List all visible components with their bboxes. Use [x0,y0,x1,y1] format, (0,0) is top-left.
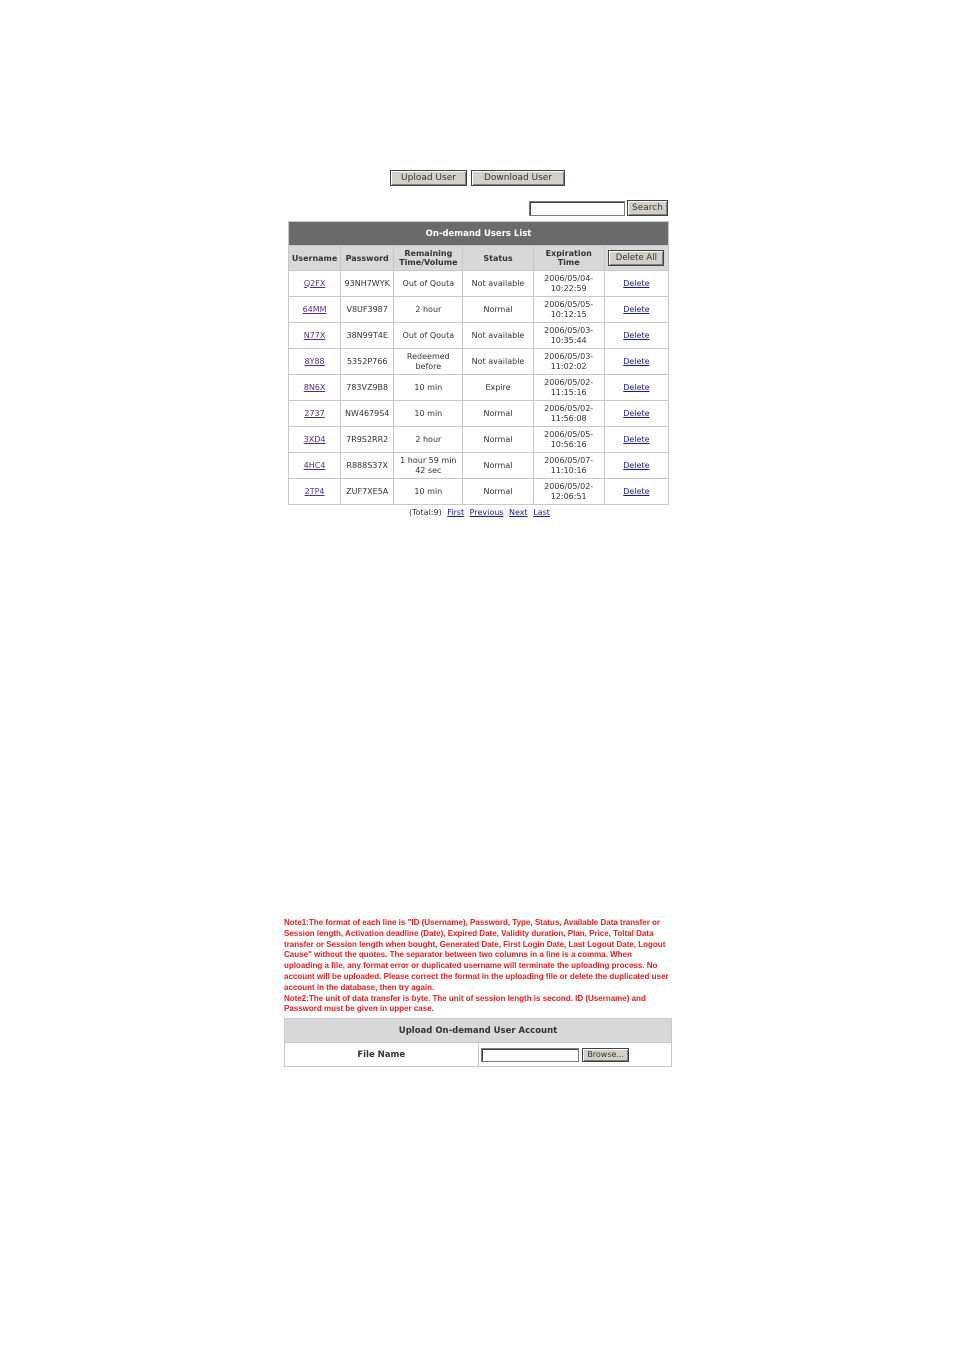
password-cell-td [341,427,394,453]
username-td [289,479,341,505]
expiration-cell: 2006/05/02-11:56:08 [544,403,594,423]
remaining-cell: Out of Qouta [402,330,455,340]
status-cell: Normal [483,408,513,418]
expiration-cell-td [533,349,604,375]
upload-user-button[interactable]: Upload User [390,170,467,186]
delete-link[interactable]: Delete [623,330,650,340]
username-td [289,401,341,427]
status-cell-td [463,323,533,349]
delete-link[interactable]: Delete [623,486,650,496]
password-cell: 783VZ9B8 [346,382,389,392]
username-td [289,349,341,375]
username-td [289,323,341,349]
table-row [289,427,669,453]
delete-link[interactable]: Delete [623,408,650,418]
status-cell: Normal [483,486,513,496]
password-cell-td [341,401,394,427]
password-cell: 93NH7WYK [344,278,390,288]
users-table [288,221,669,505]
remaining-cell-td [394,297,463,323]
remaining-cell: 2 hour [415,304,442,314]
expiration-cell-td [533,427,604,453]
file-name-input[interactable] [481,1048,579,1062]
table-row [289,297,669,323]
username-link[interactable]: 8N6X [303,382,326,392]
expiration-cell-td [533,453,604,479]
remaining-cell-td [394,479,463,505]
column-header-username: Username [289,246,341,271]
expiration-cell-td [533,401,604,427]
previous-page-link[interactable]: Previous [469,508,504,517]
expiration-cell-td [533,297,604,323]
upload-notes [284,918,672,1015]
expiration-cell-td [533,375,604,401]
search-button[interactable]: Search [627,200,668,216]
status-cell-td [463,297,533,323]
username-link[interactable]: N77X [303,330,326,340]
remaining-cell-td [394,453,463,479]
expiration-cell: 2006/05/03-10:35:44 [544,325,594,345]
status-cell-td [463,375,533,401]
remaining-cell: 10 min [414,408,443,418]
delete-td [604,349,668,375]
expiration-cell: 2006/05/02-12:06:51 [544,481,594,501]
password-cell: NW4679S4 [344,408,390,418]
status-cell-td [463,401,533,427]
expiration-cell: 2006/05/05-10:56:16 [544,429,594,449]
username-link[interactable]: 2TP4 [304,486,325,496]
password-cell-td [341,453,394,479]
total-count: (Total:9) [409,508,442,517]
delete-link[interactable]: Delete [623,304,650,314]
note-1: Note1:The format of each line is "ID (Username), Password, Type, Status, Available Data transfer or Session length, Activation deadline (Date), Expired Date, Validity duration, Plan, Price, Toltal Data transfer or Session length when bought, Generated Date, First Login Date, Last Logout Date, Logout Cause" without the quotes. The separator between two columns in a line is a comma. When uploading a file, any format error or duplicated username will terminate the uploading process. No account will be uploaded. Please correct the format in the uploading file or delete the duplicated user account in the database, then try again. [284,918,669,992]
password-cell: 7R9S2RR2 [346,434,389,444]
column-header-expiration: Expiration Time [533,246,604,271]
expiration-cell: 2006/05/05-10:12:15 [544,299,594,319]
expiration-cell-td [533,271,604,297]
table-title: On-demand Users List [289,222,669,246]
username-link[interactable]: 4HC4 [303,460,326,470]
remaining-cell: 2 hour [415,434,442,444]
delete-td [604,453,668,479]
delete-link[interactable]: Delete [623,434,650,444]
password-cell-td [341,323,394,349]
download-user-button[interactable]: Download User [471,170,565,186]
expiration-cell: 2006/05/02-11:15:16 [544,377,594,397]
password-cell-td [341,479,394,505]
table-row [289,375,669,401]
column-header-action [604,246,668,271]
username-td [289,297,341,323]
expiration-cell-td [533,479,604,505]
search-input[interactable] [529,201,625,216]
table-row [289,323,669,349]
username-link[interactable]: Q2FX [303,278,326,288]
remaining-cell-td [394,271,463,297]
password-cell-td [341,271,394,297]
table-row [289,271,669,297]
note-2: Note2:The unit of data transfer is byte. The unit of session length is second. ID (Username) and Password must be given in upper case. [284,993,646,1014]
delete-td [604,323,668,349]
column-header-status: Status [463,246,533,271]
column-header-password: Password [341,246,394,271]
expiration-cell: 2006/05/07-11:10:16 [544,455,594,475]
delete-td [604,479,668,505]
status-cell-td [463,271,533,297]
upload-form-title: Upload On-demand User Account [285,1019,672,1043]
password-cell: 5352P766 [346,356,388,366]
username-td [289,271,341,297]
first-page-link[interactable]: First [447,508,465,517]
table-row [289,453,669,479]
status-cell: Normal [483,434,513,444]
table-row [289,349,669,375]
username-link[interactable]: 8Y88 [304,356,325,366]
remaining-cell-td [394,427,463,453]
remaining-cell: 10 min [414,486,443,496]
password-cell-td [341,349,394,375]
remaining-cell-td [394,349,463,375]
table-row [289,479,669,505]
remaining-cell: 1 hour 59 min 42 sec [400,455,457,475]
status-cell: Normal [483,304,513,314]
password-cell: V8UF3987 [346,304,388,314]
upload-form [284,1018,672,1067]
username-td [289,453,341,479]
username-link[interactable]: 2737 [304,408,325,418]
delete-td [604,297,668,323]
status-cell: Not available [471,356,525,366]
pagination [409,508,550,517]
password-cell-td [341,297,394,323]
status-cell: Expire [485,382,511,392]
password-cell: ZUF7XE5A [346,486,389,496]
delete-link[interactable]: Delete [623,356,650,366]
remaining-cell-td [394,375,463,401]
delete-td [604,375,668,401]
delete-td [604,427,668,453]
status-cell: Not available [471,278,525,288]
expiration-cell: 2006/05/03-11:02:02 [544,351,594,371]
last-page-link[interactable]: Last [533,508,550,517]
status-cell: Normal [483,460,513,470]
status-cell-td [463,479,533,505]
file-name-label: File Name [285,1043,479,1067]
delete-all-button[interactable]: Delete All [608,250,664,266]
username-td [289,427,341,453]
delete-link[interactable]: Delete [623,382,650,392]
next-page-link[interactable]: Next [509,508,528,517]
status-cell: Not available [471,330,525,340]
remaining-cell: Redeemed before [406,351,450,371]
remaining-cell: Out of Qouta [402,278,455,288]
delete-link[interactable]: Delete [623,460,650,470]
password-cell-td [341,375,394,401]
username-link[interactable]: 3XD4 [303,434,326,444]
file-input-cell [478,1043,672,1067]
remaining-cell-td [394,323,463,349]
username-td [289,375,341,401]
browse-button[interactable]: Browse... [582,1048,629,1062]
delete-td [604,401,668,427]
password-cell: R888S37X [346,460,388,470]
expiration-cell: 2006/05/04-10:22:59 [544,273,594,293]
status-cell-td [463,349,533,375]
delete-td [604,271,668,297]
remaining-cell-td [394,401,463,427]
password-cell: 38N99T4E [346,330,388,340]
username-link[interactable]: 64MM [302,304,327,314]
column-header-remaining: Remaining Time/Volume [394,246,463,271]
remaining-cell: 10 min [414,382,443,392]
status-cell-td [463,453,533,479]
expiration-cell-td [533,323,604,349]
delete-link[interactable]: Delete [623,278,650,288]
status-cell-td [463,427,533,453]
table-row [289,401,669,427]
